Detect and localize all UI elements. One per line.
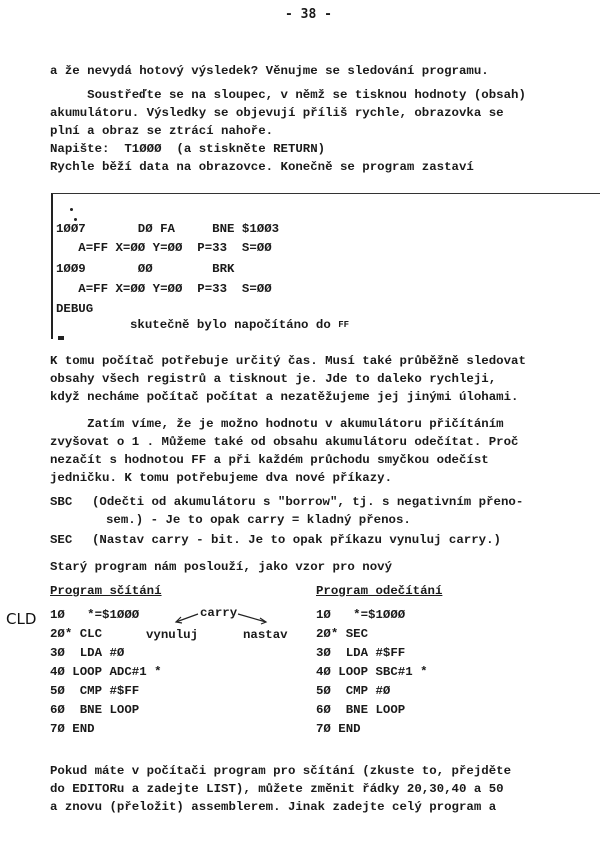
program-sub-title: Program odečítání bbox=[316, 584, 443, 598]
debug-line: A=FF X=ØØ Y=ØØ P=33 S=ØØ bbox=[56, 282, 272, 296]
carry-clear-label: vynuluj bbox=[146, 628, 199, 642]
paragraph-line: Napište: T1ØØØ (a stiskněte RETURN) bbox=[50, 142, 326, 156]
code-line: 5Ø CMP #$FF bbox=[50, 684, 140, 698]
code-line: 7Ø END bbox=[316, 722, 361, 736]
paragraph-line: a že nevydá hotový výsledek? Věnujme se sledování programu. bbox=[50, 64, 489, 78]
paragraph-line: Starý program nám poslouží, jako vzor pro nový bbox=[50, 560, 393, 574]
annotation-value: FF bbox=[338, 320, 350, 330]
paragraph-line: plní a obraz se ztrácí nahoře. bbox=[50, 124, 274, 138]
debug-prompt: DEBUG bbox=[56, 302, 94, 316]
paragraph-line: K tomu počítač potřebuje určitý čas. Musí také průběžně sledovat bbox=[50, 354, 526, 368]
code-line: 5Ø CMP #Ø bbox=[316, 684, 391, 698]
paragraph-line: do EDITORu a zadejte LIST), můžete změnit řádky 20,30,40 a 50 bbox=[50, 782, 504, 796]
code-line: 7Ø END bbox=[50, 722, 95, 736]
debug-line: 1ØØ7 DØ FA BNE $1ØØ3 bbox=[56, 222, 280, 236]
paragraph-line: zvyšovat o 1 . Můžeme také od obsahu akumulátoru odečítat. Proč bbox=[50, 435, 519, 449]
command-description: (Nastav carry - bit. Je to opak příkazu vynuluj carry.) bbox=[92, 533, 501, 547]
command-description: (Odečti od akumulátoru s "borrow", tj. s negativním přeno- bbox=[92, 495, 524, 509]
paragraph-line: Zatím víme, že je možno hodnotu v akumulátoru přičítáním bbox=[50, 417, 504, 431]
paragraph-line: nezačít s hodnotou FF a při každém průchodu smyčkou odečíst bbox=[50, 453, 489, 467]
arrow-right bbox=[238, 614, 266, 622]
annotation-text: skutečně bylo napočítáno do bbox=[130, 318, 331, 332]
paragraph-line: obsahy všech registrů a tisknout je. Jde to daleko rychleji, bbox=[50, 372, 497, 386]
paragraph-line: Soustřeďte se na sloupec, v němž se tisknou hodnoty (obsah) bbox=[50, 88, 526, 102]
paragraph-line: Pokud máte v počítači program pro sčítání (zkuste to, přejděte bbox=[50, 764, 512, 778]
paragraph-line: akumulátoru. Výsledky se objevují příliš rychle, obrazovka se bbox=[50, 106, 504, 120]
command-name: SBC bbox=[50, 495, 73, 509]
page-number: - 38 - bbox=[285, 7, 332, 22]
command-description-cont: sem.) - Je to opak carry = kladný přenos. bbox=[106, 513, 411, 527]
code-line: 1Ø *=$1ØØØ bbox=[316, 608, 406, 622]
code-line: 4Ø LOOP SBC#1 * bbox=[316, 665, 428, 679]
debug-line: 1ØØ9 ØØ BRK bbox=[56, 262, 235, 276]
paragraph-line: a znovu (přeložit) assemblerem. Jinak zadejte celý program a bbox=[50, 800, 497, 814]
code-line: 6Ø BNE LOOP bbox=[316, 703, 406, 717]
debug-line: A=FF X=ØØ Y=ØØ P=33 S=ØØ bbox=[56, 241, 272, 255]
program-add-title: Program sčítání bbox=[50, 584, 162, 598]
carry-set-label: nastav bbox=[243, 628, 288, 642]
code-line: 2Ø* CLC bbox=[50, 627, 103, 641]
code-line: 3Ø LDA #$FF bbox=[316, 646, 406, 660]
paragraph-line: jedničku. K tomu potřebujeme dva nové příkazy. bbox=[50, 471, 393, 485]
paragraph-line: Rychle běží data na obrazovce. Konečně se program zastaví bbox=[50, 160, 474, 174]
paragraph-line: když necháme počítač počítat a nezatěžujeme jej jinými úlohami. bbox=[50, 390, 519, 404]
code-line: 3Ø LDA #Ø bbox=[50, 646, 125, 660]
code-line: 1Ø *=$1ØØØ bbox=[50, 608, 140, 622]
code-line: 6Ø BNE LOOP bbox=[50, 703, 140, 717]
command-name: SEC bbox=[50, 533, 73, 547]
code-line: 2Ø* SEC bbox=[316, 627, 369, 641]
handwritten-note: CLD bbox=[6, 610, 37, 628]
carry-label: carry bbox=[200, 606, 238, 620]
code-line: 4Ø LOOP ADC#1 * bbox=[50, 665, 162, 679]
